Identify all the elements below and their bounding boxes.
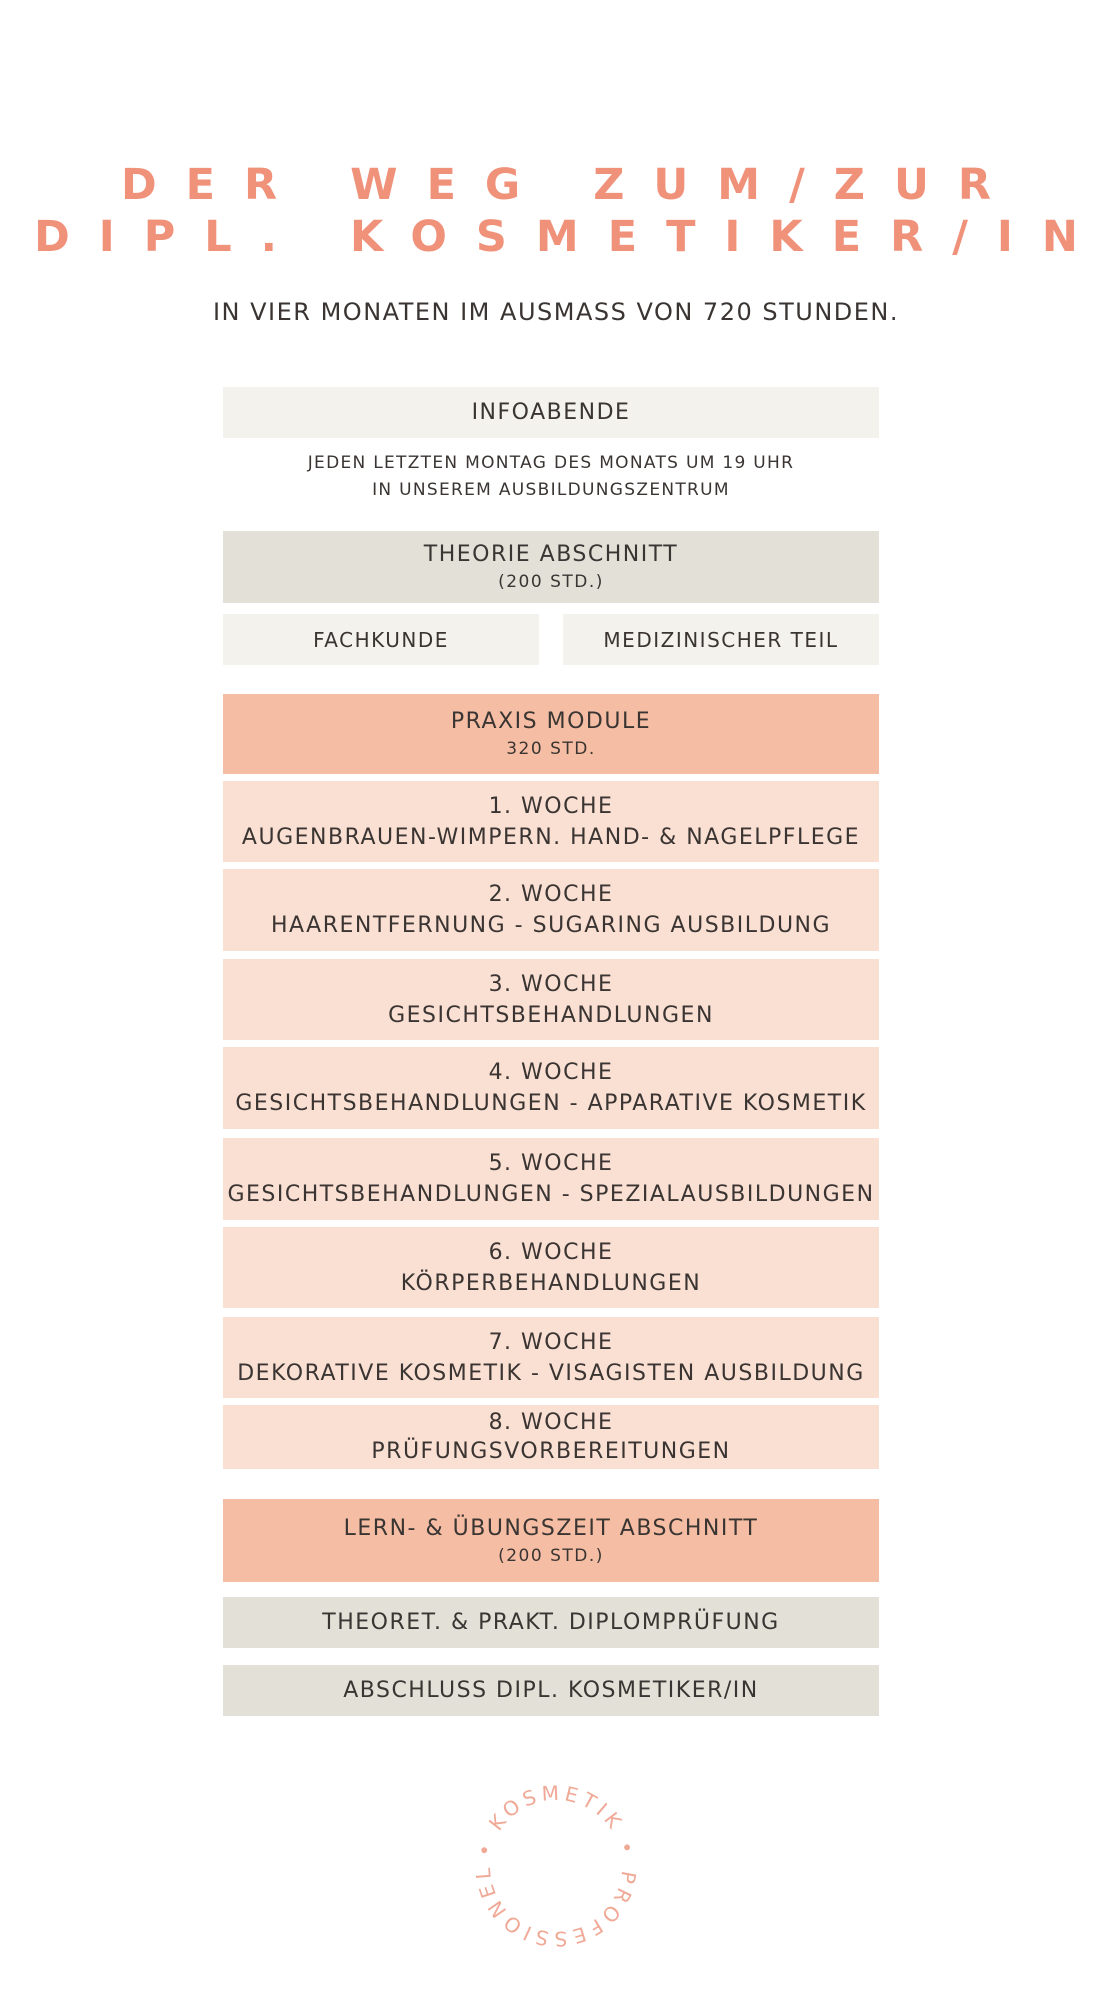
theorie-part-medizin (563, 614, 879, 665)
week-row (223, 781, 879, 862)
week-row (223, 959, 879, 1040)
infoabende-note (223, 450, 879, 504)
theorie-part-label: FACHKUNDE (313, 627, 449, 652)
lernzeit-hours: (200 STD.) (498, 1545, 604, 1566)
week-topic: GESICHTSBEHANDLUNGEN - SPEZIALAUSBILDUNGEN (227, 1182, 875, 1207)
week-number: 3. WOCHE (488, 971, 614, 997)
abschluss-label: ABSCHLUSS DIPL. KOSMETIKER/IN (343, 1677, 759, 1703)
week-row (223, 1227, 879, 1308)
theorie-part-fachkunde (223, 614, 539, 665)
lernzeit-label: LERN- & ÜBUNGSZEIT ABSCHNITT (343, 1515, 759, 1541)
week-row (223, 1138, 879, 1220)
week-topic: KÖRPERBEHANDLUNGEN (400, 1270, 702, 1296)
week-topic: DEKORATIVE KOSMETIK - VISAGISTEN AUSBILDUNG (237, 1360, 865, 1386)
week-topic: HAARENTFERNUNG - SUGARING AUSBILDUNG (270, 913, 832, 938)
brand-logo (473, 1783, 639, 1949)
week-row (223, 1317, 879, 1398)
week-topic: GESICHTSBEHANDLUNGEN - APPARATIVE KOSMETIK (235, 1091, 867, 1116)
page-title-line-2: DIPL. KOSMETIKER/IN (34, 212, 1107, 262)
week-row (223, 869, 879, 951)
week-topic: GESICHTSBEHANDLUNGEN (388, 1002, 714, 1028)
pruefung-box (223, 1597, 879, 1648)
praxis-hours: 320 STD. (506, 739, 596, 759)
week-topic: AUGENBRAUEN-WIMPERN. HAND- & NAGELPFLEGE (241, 824, 861, 850)
infoabende-label: INFOABENDE (471, 399, 631, 425)
page-title-line-1: DER WEG ZUM/ZUR (120, 160, 1020, 210)
week-number: 2. WOCHE (488, 882, 614, 907)
praxis-label: PRAXIS MODULE (450, 709, 652, 734)
praxis-box (223, 694, 879, 774)
svg-text:• KOSMETIK • PROFESSIONELL: • KOSMETIK • PROFESSIONEL (473, 1783, 639, 1949)
lernzeit-box (223, 1499, 879, 1582)
week-number: 4. WOCHE (488, 1060, 614, 1085)
infoabende-note-line-1: JEDEN LETZTEN MONTAG DES MONATS UM 19 UHR (307, 453, 795, 473)
infoabende-box (223, 387, 879, 438)
abschluss-box (223, 1665, 879, 1716)
theorie-label: THEORIE ABSCHNITT (423, 542, 679, 567)
infoabende-note-line-2: IN UNSEREM AUSBILDUNGSZENTRUM (372, 480, 730, 500)
week-number: 8. WOCHE (488, 1410, 614, 1435)
week-topic: PRÜFUNGSVORBEREITUNGEN (371, 1439, 731, 1464)
week-row (223, 1047, 879, 1129)
week-number: 6. WOCHE (488, 1239, 614, 1265)
week-row (223, 1405, 879, 1469)
theorie-hours: (200 STD.) (498, 572, 604, 592)
week-number: 7. WOCHE (488, 1329, 614, 1355)
pruefung-label: THEORET. & PRAKT. DIPLOMPRÜFUNG (322, 1609, 780, 1635)
week-number: 1. WOCHE (488, 793, 614, 819)
theorie-box (223, 531, 879, 603)
theorie-part-label: MEDIZINISCHER TEIL (603, 627, 839, 652)
week-number: 5. WOCHE (488, 1151, 614, 1176)
page-subtitle: IN VIER MONATEN IM AUSMASS VON 720 STUNDEN. (212, 298, 900, 326)
